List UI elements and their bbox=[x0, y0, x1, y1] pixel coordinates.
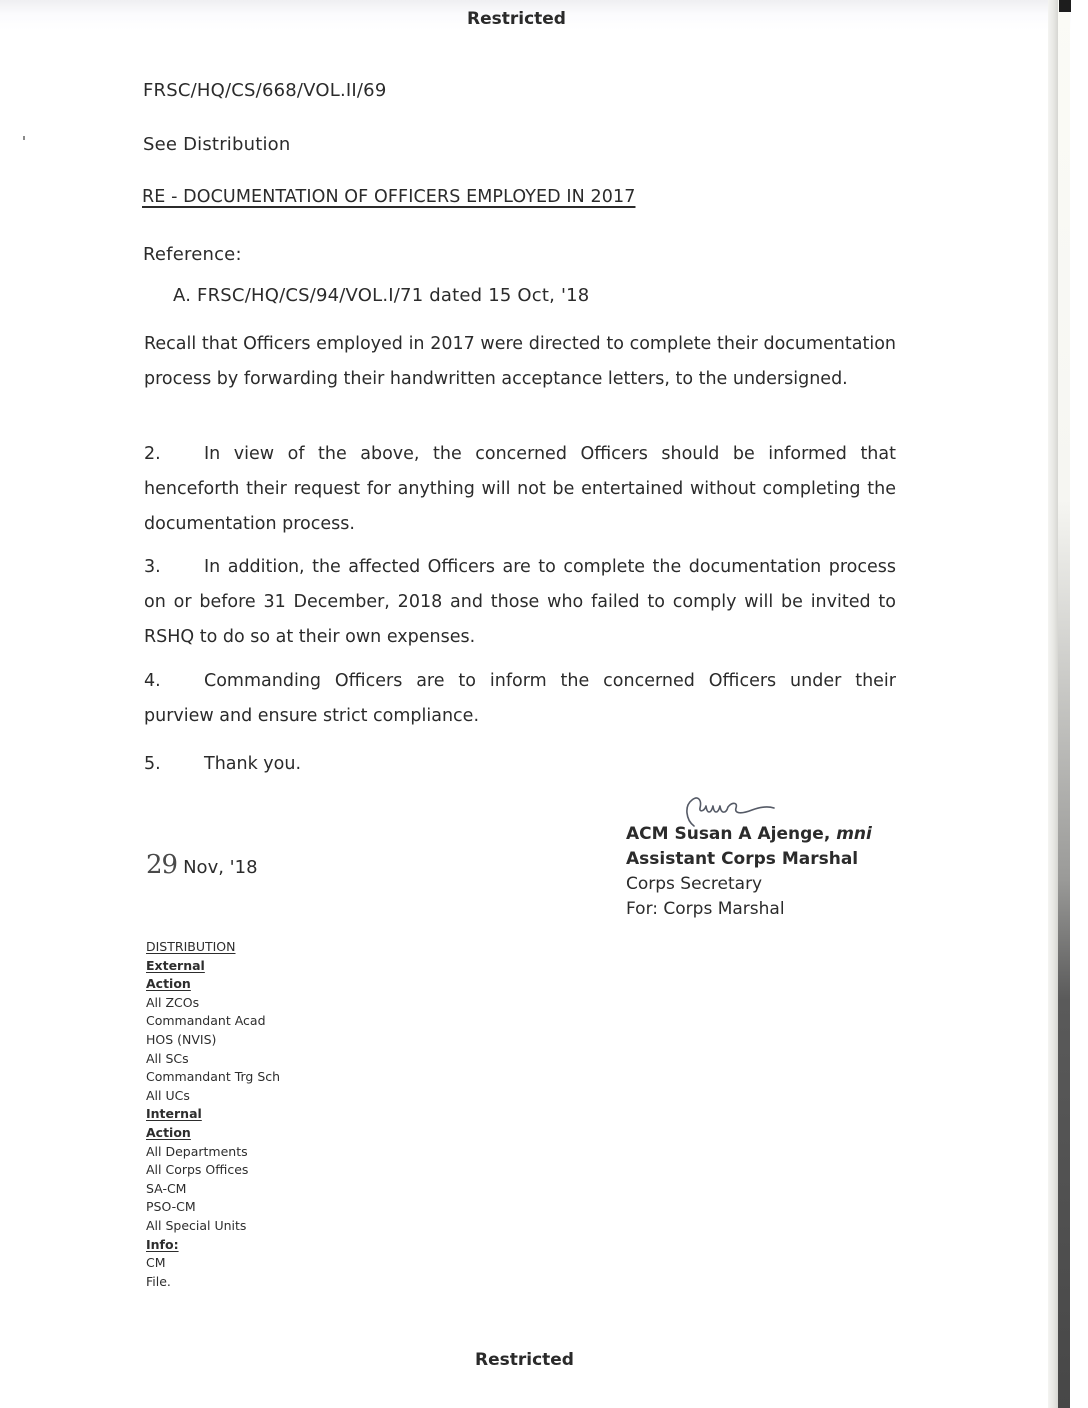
scan-margin bbox=[1071, 0, 1088, 1408]
distribution-item: Commandant Trg Sch bbox=[146, 1069, 281, 1085]
signatory-name: ACM Susan A Ajenge, bbox=[626, 824, 831, 844]
distribution-item: All Corps Offices bbox=[146, 1162, 249, 1178]
footer-classification: Restricted bbox=[475, 1350, 574, 1370]
distribution-external-action-label: Action bbox=[146, 976, 191, 992]
distribution-item: Commandant Acad bbox=[146, 1013, 266, 1029]
signatory-suffix: mni bbox=[836, 824, 872, 844]
distribution-item: HOS (NVIS) bbox=[146, 1031, 217, 1047]
distribution-item: CM bbox=[146, 1255, 166, 1271]
scan-edge bbox=[1048, 0, 1058, 1408]
distribution-heading: DISTRIBUTION bbox=[146, 939, 236, 954]
distribution-item: PSO-CM bbox=[146, 1199, 196, 1215]
paragraph-text: In addition, the affected Officers are to complete the documentation process on or before 31 December, 2018 and those who failed to comply will be invited to RSHQ to do so at their own expenses. bbox=[144, 557, 896, 647]
paragraph-5 bbox=[144, 747, 896, 782]
distribution-item: All UCs bbox=[146, 1087, 190, 1103]
paragraph-text: In view of the above, the concerned Officers should be informed that henceforth their request for anything will not be entertained without completing the documentation process. bbox=[144, 444, 896, 534]
paragraph-number: 2. bbox=[144, 444, 161, 464]
subject-heading: RE - DOCUMENTATION OF OFFICERS EMPLOYED IN 2017 bbox=[142, 187, 636, 207]
scan-corner-mark bbox=[1059, 0, 1071, 12]
reference-item bbox=[173, 285, 589, 306]
paragraph-4 bbox=[144, 664, 896, 734]
paragraph-text: Commanding Officers are to inform the concerned Officers under their purview and ensure strict compliance. bbox=[144, 671, 896, 726]
signatory-name-line bbox=[626, 822, 872, 847]
distribution-item: File. bbox=[146, 1273, 171, 1289]
date-day-handwritten: 29 bbox=[146, 850, 178, 880]
distribution-internal-label: Internal bbox=[146, 1106, 202, 1122]
intro-paragraph: Recall that Officers employed in 2017 were directed to complete their documentation process by forwarding their handwritten acceptance letters, to the undersigned. bbox=[144, 334, 896, 389]
date-month-year: Nov, '18 bbox=[183, 857, 258, 878]
reference-number: FRSC/HQ/CS/668/VOL.II/69 bbox=[143, 80, 387, 101]
paragraph-number: 4. bbox=[144, 671, 161, 691]
distribution-list bbox=[146, 938, 280, 1291]
distribution-item: SA-CM bbox=[146, 1180, 187, 1196]
reference-item-text: FRSC/HQ/CS/94/VOL.I/71 dated 15 Oct, '18 bbox=[197, 285, 590, 306]
paragraph-2 bbox=[144, 437, 896, 542]
paragraph-text: Thank you. bbox=[204, 754, 302, 774]
signatory-block bbox=[626, 822, 872, 922]
signatory-rank: Assistant Corps Marshal bbox=[626, 849, 859, 869]
distribution-internal-action-label: Action bbox=[146, 1124, 191, 1140]
reference-item-marker: A. bbox=[173, 285, 192, 306]
scan-speck bbox=[23, 136, 25, 140]
distribution-external-label: External bbox=[146, 957, 205, 973]
distribution-info-label: Info: bbox=[146, 1236, 179, 1252]
signatory-title: Corps Secretary bbox=[626, 874, 763, 894]
paragraph-number: 3. bbox=[144, 557, 161, 577]
distribution-item: All ZCOs bbox=[146, 994, 200, 1010]
paragraph-number: 5. bbox=[144, 754, 161, 774]
header-classification: Restricted bbox=[467, 9, 566, 29]
addressee: See Distribution bbox=[143, 134, 291, 155]
distribution-item: All SCs bbox=[146, 1050, 189, 1066]
signatory-for-line: For: Corps Marshal bbox=[626, 899, 785, 919]
scan-edge-shadow bbox=[1058, 0, 1070, 1408]
paragraph-3 bbox=[144, 550, 896, 655]
distribution-item: All Special Units bbox=[146, 1217, 247, 1233]
reference-label: Reference: bbox=[143, 244, 242, 265]
document-date bbox=[146, 850, 258, 880]
distribution-item: All Departments bbox=[146, 1143, 248, 1159]
